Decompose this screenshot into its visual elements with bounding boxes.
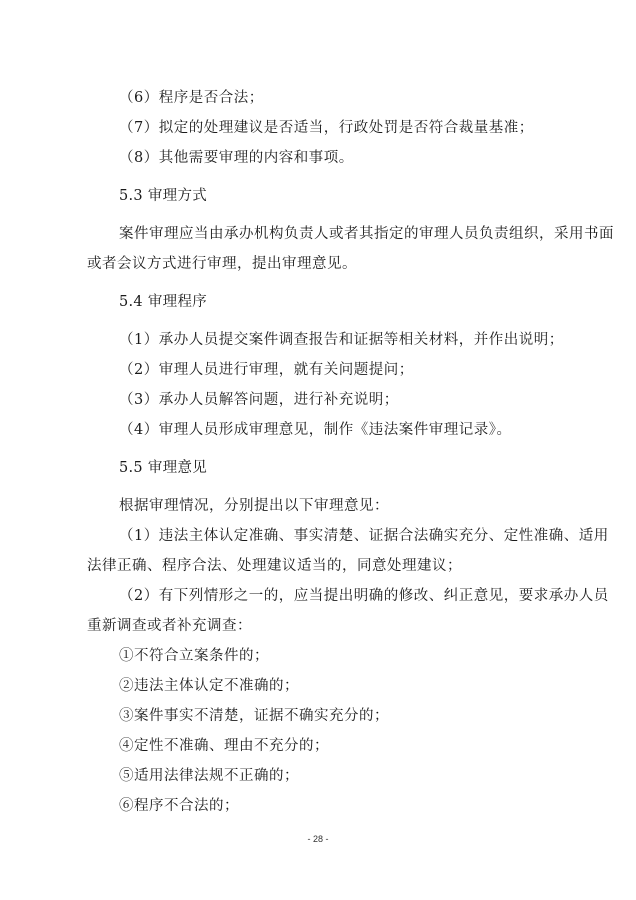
text-line: 法律正确、程序合法、处理建议适当的，同意处理建议； xyxy=(87,558,462,574)
text-line: （4）审理人员形成审理意见，制作《违法案件审理记录》。 xyxy=(119,422,512,438)
text-line: 根据审理情况，分别提出以下审理意见： xyxy=(119,498,389,514)
section-heading: 5.3 审理方式 xyxy=(119,188,208,204)
text-line: 或者会议方式进行审理，提出审理意见。 xyxy=(87,256,357,272)
list-item: ②违法主体认定不准确的； xyxy=(119,678,299,694)
section-heading: 5.5 审理意见 xyxy=(119,460,208,476)
section-heading: 5.4 审理程序 xyxy=(119,294,208,310)
text-line: （6）程序是否合法； xyxy=(119,90,264,106)
text-line: （2）审理人员进行审理，就有关问题提问； xyxy=(119,362,414,378)
list-item: ⑤适用法律法规不正确的； xyxy=(119,768,299,784)
text-line: （2）有下列情形之一的，应当提出明确的修改、纠正意见，要求承办人员 xyxy=(119,588,609,604)
text-line: 案件审理应当由承办机构负责人或者其指定的审理人员负责组织，采用书面 xyxy=(119,226,614,242)
list-item: ④定性不准确、理由不充分的； xyxy=(119,738,329,754)
text-line: （1）承办人员提交案件调查报告和证据等相关材料，并作出说明； xyxy=(119,332,564,348)
list-item: ①不符合立案条件的； xyxy=(119,648,269,664)
list-item: ⑥程序不合法的； xyxy=(119,798,239,814)
list-item: ③案件事实不清楚，证据不确实充分的； xyxy=(119,708,389,724)
text-line: （8）其他需要审理的内容和事项。 xyxy=(119,150,354,166)
page-number: - 28 - xyxy=(307,834,329,844)
text-line: （3）承办人员解答问题，进行补充说明； xyxy=(119,392,399,408)
text-line: 重新调查或者补充调查： xyxy=(87,618,252,634)
text-line: （7）拟定的处理建议是否适当，行政处罚是否符合裁量基准； xyxy=(119,120,534,136)
text-line: （1）违法主体认定准确、事实清楚、证据合法确实充分、定性准确、适用 xyxy=(119,528,609,544)
